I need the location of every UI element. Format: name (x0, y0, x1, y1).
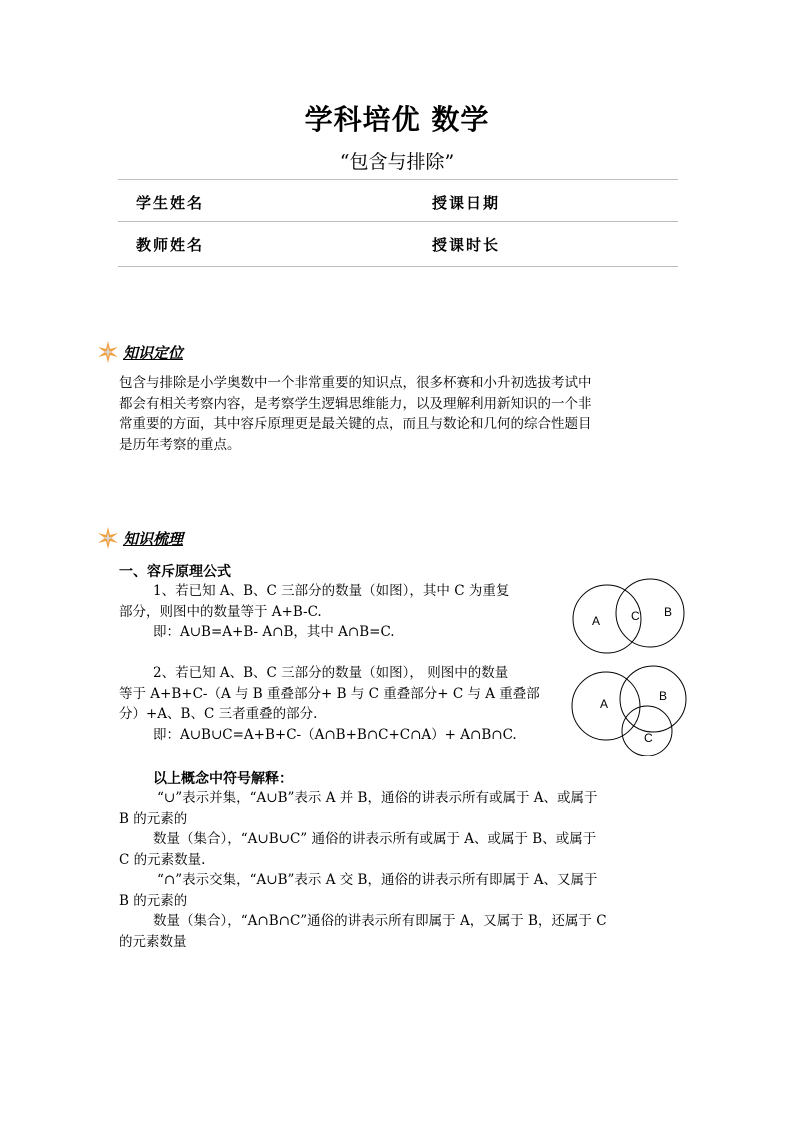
page-title: 学科培优 数学 (304, 103, 490, 136)
paragraph-line: 数量（集合），“A∪B∪C” 通俗的讲表示所有或属于 A、或属于 B、或属于 (153, 831, 597, 847)
formula-item-2 (119, 663, 564, 745)
student-name-label: 学生姓名 (136, 194, 205, 212)
section-knowledge-position (96, 340, 183, 364)
paragraph-line: 部分，则图中的数量等于 A+B-C. (119, 603, 322, 620)
lesson-duration-label: 授课时长 (432, 236, 501, 254)
set-b-circle (620, 666, 686, 732)
venn-diagram-two-sets (568, 578, 692, 660)
paragraph-line: 即：A∪B=A+B- A∩B，其中 A∩B=C. (153, 624, 395, 640)
paragraph-line: “∩”表示交集，“A∪B”表示 A 交 B，通俗的讲表示所有即属于 A、又属于 (157, 872, 598, 888)
lesson-date-label: 授课日期 (432, 194, 501, 212)
paragraph-line: “∪”表示并集，“A∪B”表示 A 并 B，通俗的讲表示所有或属于 A、或属于 (157, 790, 598, 806)
paragraph-line: 的元素数量 (119, 933, 187, 950)
sparkle-icon (96, 526, 120, 550)
paragraph-line: 包含与排除是小学奥数中一个非常重要的知识点，很多杯赛和小升初选拔考试中 (119, 375, 592, 391)
section-knowledge-review (96, 526, 183, 550)
paragraph-line: 1、若已知 A、B、C 三部分的数量（如图），其中 C 为重复 (153, 583, 510, 599)
venn-label-a: A (592, 614, 601, 628)
section-heading: 知识定位 (123, 343, 184, 362)
paragraph-line: 都会有相关考察内容，是考察学生逻辑思维能力，以及理解利用新知识的一个非 (119, 395, 592, 412)
paragraph-line: 常重要的方面，其中容斥原理更是最关键的点，而且与数论和几何的综合性题目 (119, 416, 592, 432)
paragraph-line: 是历年考察的重点。 (119, 436, 241, 453)
formula-subheading: 一、容斥原理公式 (119, 564, 231, 580)
venn-label-b: B (664, 605, 673, 619)
table-middle-rule (118, 221, 678, 222)
sparkle-icon (96, 340, 120, 364)
teacher-name-label: 教师姓名 (136, 236, 205, 254)
venn-label-c: C (644, 731, 653, 745)
paragraph-line: 等于 A+B+C-（A 与 B 重叠部分+ B 与 C 重叠部分+ C 与 A 重叠部 (119, 685, 540, 702)
venn-diagram-three-sets (568, 662, 692, 756)
venn-label-a: A (600, 697, 609, 711)
formula-item-1 (119, 581, 564, 643)
paragraph-line: 分）+A、B、C 三者重叠的部分. (119, 706, 318, 722)
venn-label-b: B (659, 689, 668, 703)
page-subtitle: “包含与排除” (339, 151, 455, 173)
paragraph-line: 即：A∪B∪C=A+B+C-（A∩B+B∩C+C∩A）+ A∩B∩C. (153, 726, 517, 743)
section-heading: 知识梳理 (123, 529, 184, 548)
paragraph-line: B 的元素的 (119, 810, 188, 827)
intro-paragraph (119, 373, 689, 455)
symbols-paragraph (119, 788, 689, 952)
paragraph-line: C 的元素数量. (119, 851, 206, 868)
venn-label-c: C (631, 609, 640, 623)
table-top-rule (118, 179, 678, 180)
set-b-circle (616, 579, 684, 647)
symbols-heading: 以上概念中符号解释： (153, 771, 293, 787)
paragraph-line: 2、若已知 A、B、C 三部分的数量（如图）， 则图中的数量 (153, 665, 509, 681)
paragraph-line: B 的元素的 (119, 892, 188, 909)
table-bottom-rule (118, 266, 678, 267)
paragraph-line: 数量（集合），“A∩B∩C”通俗的讲表示所有即属于 A，又属于 B，还属于 C (153, 913, 607, 929)
